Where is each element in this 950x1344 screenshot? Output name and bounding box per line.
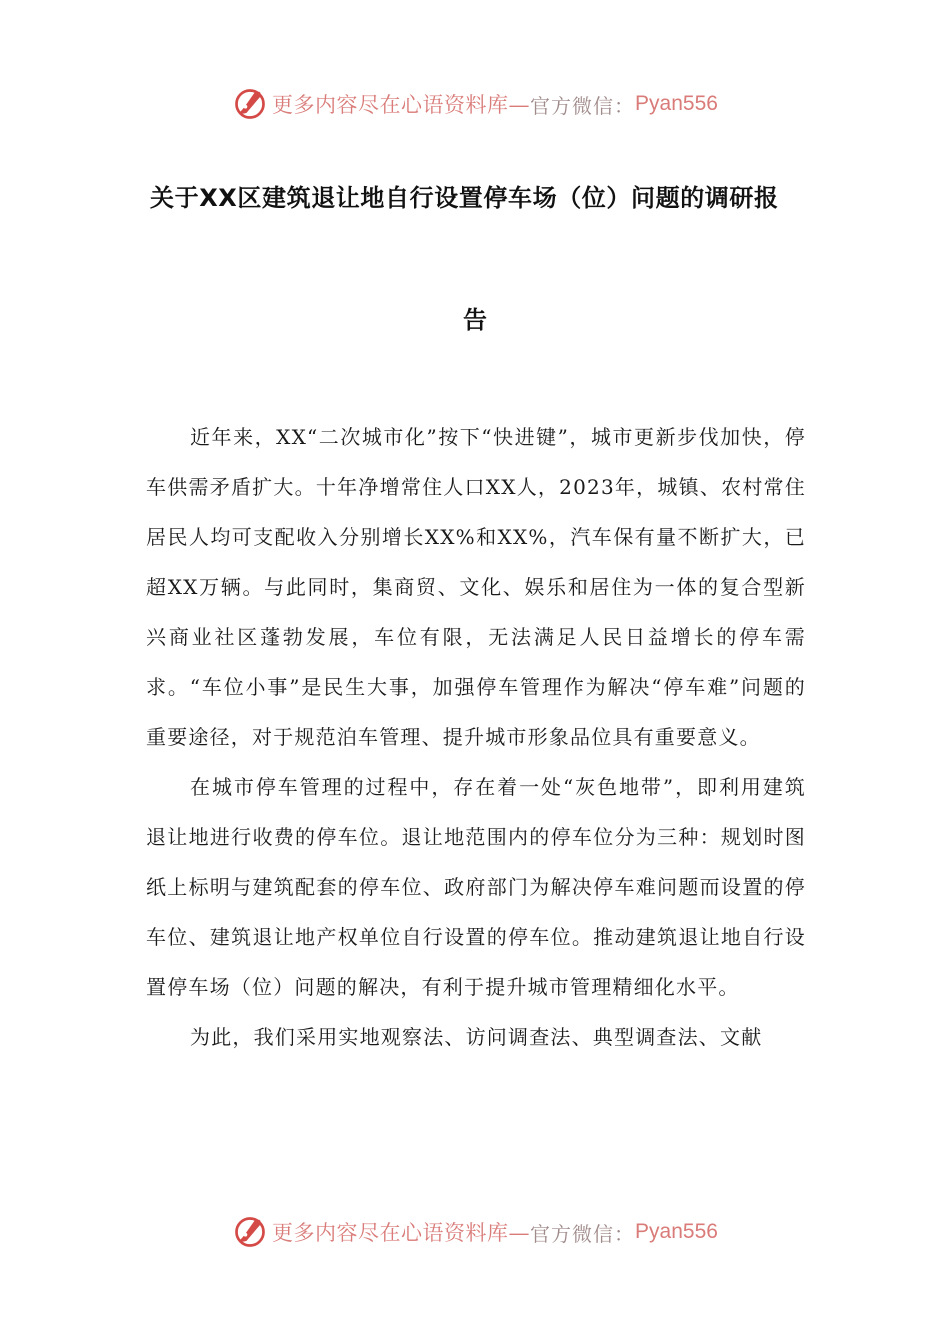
- header-banner: [0, 82, 950, 126]
- banner-text: 更多内容尽在心语资料库—: [272, 93, 531, 117]
- paragraph: 在城市停车管理的过程中，存在着一处“灰色地带”，即利用建筑退让地进行收费的停车位。退让地范围内的停车位分为三种：规划时图纸上标明与建筑配套的停车位、政府部门为解决停车难问题而设置的停车位、建筑退让地产权单位自行设置的停车位。推动建筑退让地自行设置停车场（位）问题的解决，有利于提升城市管理精细化水平。: [146, 775, 806, 999]
- pen-logo-icon: [232, 1214, 268, 1250]
- banner-wechat-id: Pyan556: [635, 92, 718, 115]
- pen-logo-icon: [232, 86, 268, 122]
- document-title-line2: 告: [463, 306, 487, 334]
- document-body: [146, 412, 806, 1062]
- paragraph: 为此，我们采用实地观察法、访问调查法、典型调查法、文献: [190, 1025, 763, 1049]
- banner-text: 更多内容尽在心语资料库—: [272, 1221, 531, 1245]
- banner-wechat-label: 官方微信：: [530, 93, 636, 118]
- paragraph: 近年来，XX“二次城市化”按下“快进键”，城市更新步伐加快，停车供需矛盾扩大。十年净增常住人口XX人，2023年，城镇、农村常住居民人均可支配收入分别增长XX%和XX%，汽车保有量不断扩大，已超XX万辆。与此同时，集商贸、文化、娱乐和居住为一体的复合型新兴商业社区蓬勃发展，车位有限，无法满足人民日益增长的停车需求。“车位小事”是民生大事，加强停车管理作为解决“停车难”问题的重要途径，对于规范泊车管理、提升城市形象品位具有重要意义。: [146, 425, 806, 749]
- footer-banner: [0, 1210, 950, 1254]
- banner-wechat-id: Pyan556: [635, 1220, 718, 1243]
- banner-wechat-label: 官方微信：: [530, 1221, 636, 1246]
- document-title-line1: 关于XX区建筑退让地自行设置停车场（位）问题的调研报: [150, 184, 779, 212]
